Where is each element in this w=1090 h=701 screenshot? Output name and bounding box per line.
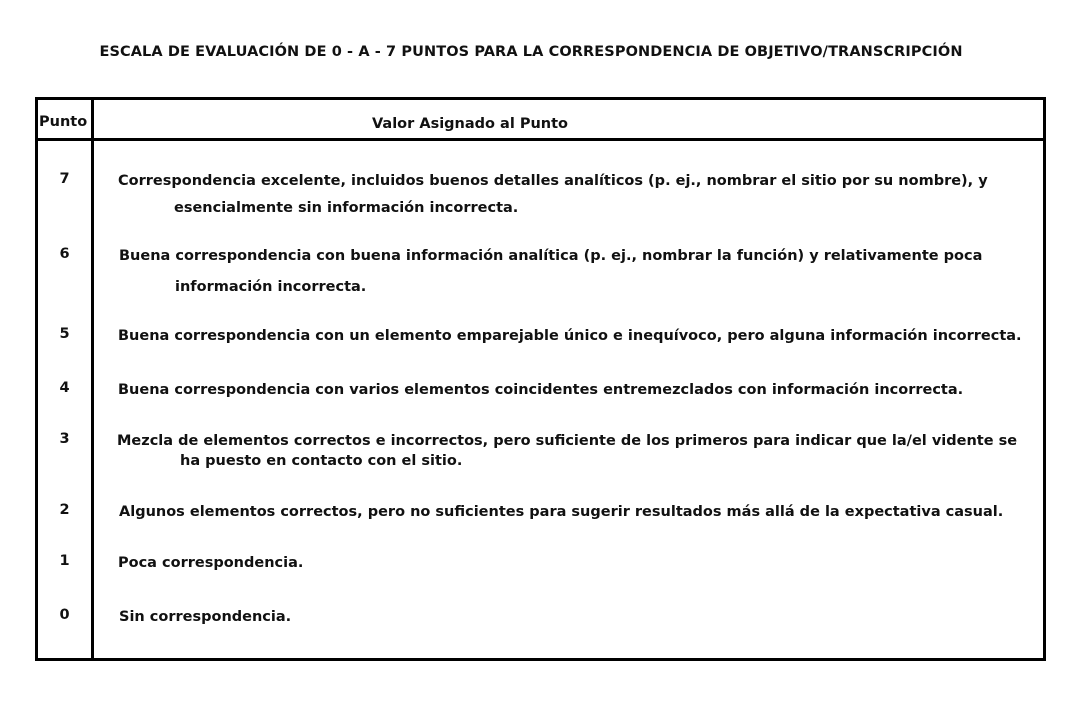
row-0-description xyxy=(119,607,1034,627)
row-2-point: 2 xyxy=(59,502,70,518)
row-3-line-1: Mezcla de elementos correctos e incorrectos, pero suficiente de los primeros para indicar que la/el vidente se xyxy=(117,433,1018,449)
row-2-description xyxy=(119,502,1034,522)
header-punto: Punto xyxy=(39,114,88,130)
row-6-point: 6 xyxy=(59,246,70,262)
row-1-line-1: Poca correspondencia. xyxy=(118,555,304,571)
row-1-description xyxy=(118,553,1033,573)
row-3-line-2: ha puesto en contacto con el sitio. xyxy=(180,453,463,469)
row-5-line-1: Buena correspondencia con un elemento emparejable único e inequívoco, pero alguna información incorrecta. xyxy=(118,328,1022,344)
row-0-line-1: Sin correspondencia. xyxy=(119,609,292,625)
row-6-line-1: Buena correspondencia con buena información analítica (p. ej., nombrar la función) y relativamente poca xyxy=(119,248,983,264)
row-4-description xyxy=(118,380,1033,400)
row-7-description xyxy=(118,171,1033,218)
row-5-point: 5 xyxy=(59,326,70,342)
row-6-line-2: información incorrecta. xyxy=(175,279,367,295)
row-3-point: 3 xyxy=(59,431,70,447)
page-title: ESCALA DE EVALUACIÓN DE 0 - A - 7 PUNTOS PARA LA CORRESPONDENCIA DE OBJETIVO/TRANSCRIPCIÓN xyxy=(99,44,963,60)
row-3-description xyxy=(117,431,1032,471)
scale-table xyxy=(35,97,1046,661)
row-4-point: 4 xyxy=(59,380,70,396)
row-6-description xyxy=(119,246,1034,297)
header-divider xyxy=(38,138,1043,141)
row-7-point: 7 xyxy=(59,171,70,187)
row-7-line-1: Correspondencia excelente, incluidos buenos detalles analíticos (p. ej., nombrar el sitio por su nombre), y xyxy=(118,173,988,189)
row-7-line-2: esencialmente sin información incorrecta. xyxy=(174,200,519,216)
row-0-point: 0 xyxy=(59,607,70,623)
row-5-description xyxy=(118,326,1033,346)
row-4-line-1: Buena correspondencia con varios elementos coincidentes entremezclados con información incorrecta. xyxy=(118,382,964,398)
column-divider xyxy=(91,100,94,658)
row-1-point: 1 xyxy=(59,553,70,569)
header-valor: Valor Asignado al Punto xyxy=(372,116,569,132)
row-2-line-1: Algunos elementos correctos, pero no suficientes para sugerir resultados más allá de la expectativa casual. xyxy=(119,504,1004,520)
